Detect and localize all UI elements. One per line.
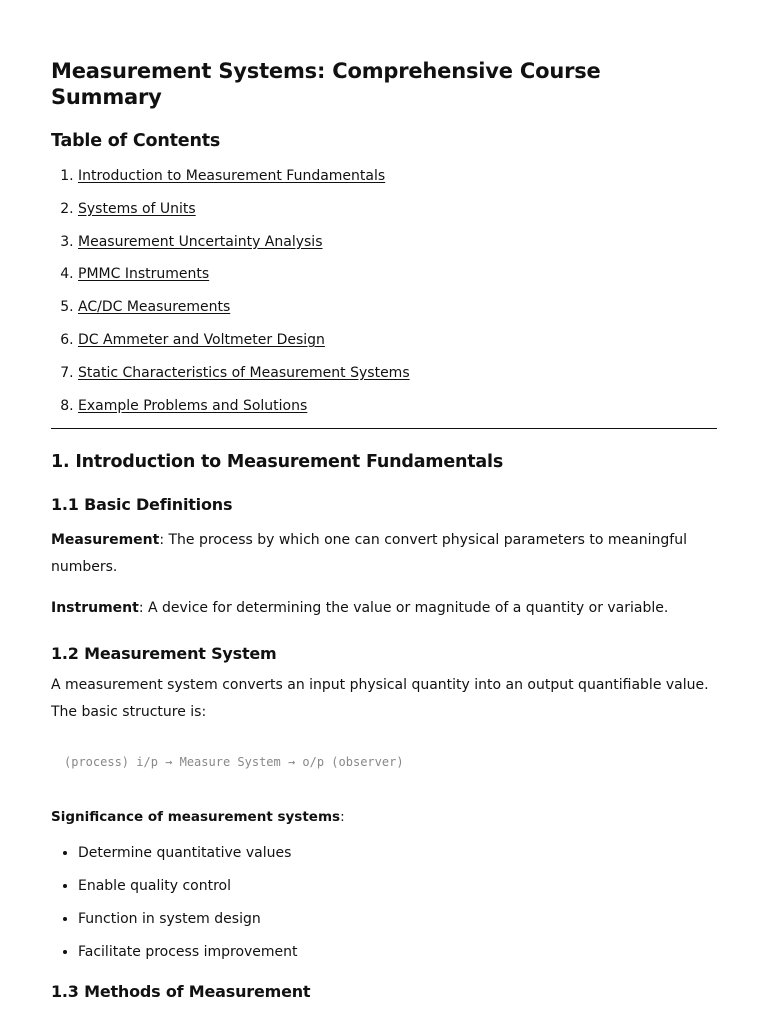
- significance-list: [51, 843, 717, 961]
- list-item: • Facilitate process improvement: [78, 942, 717, 962]
- measurement-def-text: : The process by which one can convert physical parameters to meaningful numbers.: [51, 532, 687, 576]
- section-1-heading: 1. Introduction to Measurement Fundamentals: [51, 452, 504, 473]
- toc-link-ammeter-voltmeter[interactable]: DC Ammeter and Voltmeter Design: [78, 331, 325, 348]
- toc-list: [51, 166, 717, 416]
- methods-heading: 1.3 Methods of Measurement: [51, 981, 311, 1001]
- structure-code-block: (process) i/p → Measure System → o/p (observer): [64, 755, 404, 770]
- toc-item: [78, 166, 717, 186]
- list-item: • Determine quantitative values: [78, 843, 717, 863]
- list-item: • Function in system design: [78, 909, 717, 929]
- significance-colon: :: [340, 809, 345, 826]
- measurement-system-heading: 1.2 Measurement System: [51, 644, 277, 664]
- toc-link-pmmc[interactable]: PMMC Instruments: [78, 266, 210, 283]
- significance-paragraph: [51, 804, 717, 831]
- toc-item: [78, 330, 717, 350]
- toc-item: [78, 199, 717, 219]
- instrument-def-text: : A device for determining the value or magnitude of a quantity or variable.: [138, 600, 669, 617]
- toc-link-uncertainty[interactable]: Measurement Uncertainty Analysis: [78, 233, 323, 250]
- section-divider: [51, 428, 717, 429]
- toc-link-static-characteristics[interactable]: Static Characteristics of Measurement Systems: [78, 364, 410, 381]
- toc-item: [78, 264, 717, 284]
- measurement-definition: [51, 527, 717, 581]
- toc-item: [78, 363, 717, 383]
- instrument-term: Instrument: [51, 600, 139, 617]
- toc-link-introduction[interactable]: Introduction to Measurement Fundamentals: [78, 168, 386, 184]
- toc-link-ac-dc[interactable]: AC/DC Measurements: [78, 299, 231, 316]
- measurement-term: Measurement: [51, 532, 160, 549]
- toc-link-systems-of-units[interactable]: Systems of Units: [78, 200, 196, 217]
- measurement-system-text: A measurement system converts an input physical quantity into an output quantifiable value. The basic structure is:: [51, 677, 709, 721]
- page-title: Measurement Systems: Comprehensive Course Summary: [51, 59, 601, 109]
- toc-heading: Table of Contents: [51, 131, 221, 151]
- basic-definitions-heading: 1.1 Basic Definitions: [51, 495, 233, 515]
- toc-item: [78, 396, 717, 416]
- significance-label: Significance of measurement systems: [51, 809, 341, 826]
- list-item: • Enable quality control: [78, 876, 717, 896]
- toc-item: [78, 297, 717, 317]
- toc-item: [78, 232, 717, 252]
- toc-link-examples[interactable]: Example Problems and Solutions: [78, 397, 308, 414]
- instrument-definition: [51, 595, 717, 622]
